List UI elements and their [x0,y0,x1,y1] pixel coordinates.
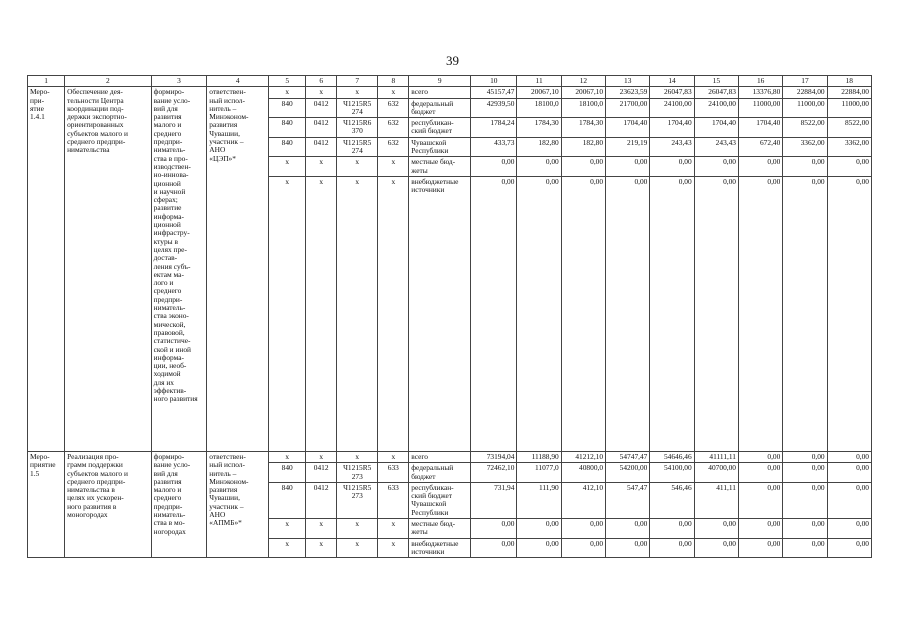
section-code-cell: x [306,176,337,451]
expense-type-cell: 632 [378,98,409,118]
target-code-cell: Ч1215R5 273 [337,482,378,518]
executor-cell: ответствен- ный испол- нитель – Минэконом- развития Чувашии, участник – АНО «ЦЭП»* [207,87,269,452]
target-code-cell: x [337,87,378,98]
expense-type-cell: 633 [378,482,409,518]
funding-source-cell: республикан- ский бюджет [409,118,471,138]
target-code-cell: Ч1215R5 274 [337,98,378,118]
amount-cell: 433,73 [471,137,517,157]
amount-cell: 73194,04 [471,451,517,462]
amount-cell: 3362,00 [783,137,827,157]
amount-cell: 0,00 [739,482,783,518]
grbs-code-cell: 840 [269,137,306,157]
column-header: 4 [207,76,269,87]
amount-cell: 219,19 [606,137,650,157]
expense-type-cell: x [378,519,409,539]
amount-cell: 11000,00 [739,98,783,118]
event-title-cell: Реализация про- грамм поддержки субъектов малого и среднего предпри- нимательства в целях их ускорен- ного развития в моногородах [65,451,152,557]
grbs-code-cell: 840 [269,118,306,138]
grbs-code-cell: x [269,519,306,539]
amount-cell: 18100,0 [517,98,561,118]
expense-type-cell: x [378,176,409,451]
target-code-cell: x [337,519,378,539]
amount-cell: 40800,0 [561,463,605,483]
amount-cell: 20067,10 [561,87,605,98]
amount-cell: 0,00 [650,157,694,177]
column-header: 9 [409,76,471,87]
grbs-code-cell: 840 [269,98,306,118]
amount-cell: 731,94 [471,482,517,518]
amount-cell: 0,00 [561,176,605,451]
amount-cell: 72462,10 [471,463,517,483]
page-number: 39 [446,53,459,68]
amount-cell: 0,00 [827,451,871,462]
amount-cell: 0,00 [783,463,827,483]
section-code-cell: x [306,157,337,177]
amount-cell: 182,80 [517,137,561,157]
amount-cell: 13376,80 [739,87,783,98]
amount-cell: 1704,40 [606,118,650,138]
funding-source-cell: федеральный бюджет [409,463,471,483]
amount-cell: 0,00 [517,157,561,177]
amount-cell: 11188,90 [517,451,561,462]
target-code-cell: Ч1215R6 370 [337,118,378,138]
expense-type-cell: x [378,538,409,558]
amount-cell: 547,47 [606,482,650,518]
table-row [28,451,872,462]
column-header: 8 [378,76,409,87]
amount-cell: 11000,00 [783,98,827,118]
funding-source-cell: Чувашской Республики [409,137,471,157]
table-body [28,87,872,558]
amount-cell: 243,43 [694,137,738,157]
column-header: 7 [337,76,378,87]
amount-cell: 0,00 [783,176,827,451]
funding-source-cell: всего [409,451,471,462]
amount-cell: 0,00 [471,519,517,539]
amount-cell: 0,00 [694,538,738,558]
funding-source-cell: внебюджетные источники [409,176,471,451]
amount-cell: 54646,46 [650,451,694,462]
column-header: 17 [783,76,827,87]
column-header: 12 [561,76,605,87]
section-code-cell: 0412 [306,463,337,483]
expense-type-cell: x [378,87,409,98]
amount-cell: 0,00 [694,176,738,451]
amount-cell: 20067,10 [517,87,561,98]
amount-cell: 26047,83 [650,87,694,98]
funding-source-cell: федеральный бюджет [409,98,471,118]
amount-cell: 0,00 [694,519,738,539]
column-header: 14 [650,76,694,87]
grbs-code-cell: x [269,157,306,177]
column-header: 5 [269,76,306,87]
target-code-cell: Ч1215R5 273 [337,463,378,483]
column-header: 18 [827,76,871,87]
funding-source-cell: внебюджетные источники [409,538,471,558]
amount-cell: 0,00 [694,157,738,177]
amount-cell: 54100,00 [650,463,694,483]
event-goal-cell: формиро- вание усло- вий для развития малого и среднего предпри- ниматель- ства в мо- ногородах [151,451,207,557]
amount-cell: 1784,24 [471,118,517,138]
amount-cell: 0,00 [739,157,783,177]
section-code-cell: x [306,451,337,462]
section-code-cell: 0412 [306,98,337,118]
section-code-cell: 0412 [306,137,337,157]
expense-type-cell: x [378,157,409,177]
event-number-cell: Меро- при- ятие 1.4.1 [28,87,65,452]
amount-cell: 0,00 [606,157,650,177]
amount-cell: 40700,00 [694,463,738,483]
amount-cell: 41111,11 [694,451,738,462]
amount-cell: 18100,0 [561,98,605,118]
amount-cell: 1784,30 [517,118,561,138]
amount-cell: 0,00 [471,176,517,451]
column-header: 6 [306,76,337,87]
amount-cell: 26047,83 [694,87,738,98]
amount-cell: 11077,0 [517,463,561,483]
amount-cell: 0,00 [561,157,605,177]
amount-cell: 0,00 [783,482,827,518]
target-code-cell: x [337,176,378,451]
amount-cell: 0,00 [783,519,827,539]
table-row [28,87,872,98]
grbs-code-cell: x [269,538,306,558]
grbs-code-cell: x [269,451,306,462]
amount-cell: 23623,59 [606,87,650,98]
target-code-cell: Ч1215R5 274 [337,137,378,157]
amount-cell: 0,00 [827,176,871,451]
amount-cell: 8522,00 [827,118,871,138]
amount-cell: 0,00 [739,538,783,558]
amount-cell: 22884,00 [827,87,871,98]
amount-cell: 0,00 [517,519,561,539]
funding-source-cell: всего [409,87,471,98]
event-title-cell: Обеспечение дея- тельности Центра координации под- держки экспортно- ориентированных субъектов малого и среднего предпри- нимательства [65,87,152,452]
amount-cell: 0,00 [783,451,827,462]
amount-cell: 21700,00 [606,98,650,118]
amount-cell: 0,00 [783,538,827,558]
amount-cell: 412,10 [561,482,605,518]
expense-type-cell: 633 [378,463,409,483]
amount-cell: 22884,00 [783,87,827,98]
section-code-cell: x [306,87,337,98]
amount-cell: 0,00 [739,519,783,539]
event-number-cell: Меро- приятие 1.5 [28,451,65,557]
amount-cell: 411,11 [694,482,738,518]
amount-cell: 54200,00 [606,463,650,483]
amount-cell: 0,00 [606,176,650,451]
target-code-cell: x [337,451,378,462]
section-code-cell: x [306,519,337,539]
amount-cell: 0,00 [606,519,650,539]
amount-cell: 24100,00 [694,98,738,118]
event-goal-cell: формиро- вание усло- вий для развития малого и среднего предпри- ниматель- ства в про- изводствен- но-иннова- ционной и научной сферах; развитие информа- ционной инфрастру- ктуры в целях пре- достав- ления субъ- ектам ма- лого и среднего предпри- ниматель- ства эконо- мической, правовой, статистиче- ской и иной информа- ции, необ- ходимой для их эффектив- ного развития [151,87,207,452]
amount-cell: 42939,50 [471,98,517,118]
expense-type-cell: 632 [378,137,409,157]
amount-cell: 0,00 [517,176,561,451]
amount-cell: 1704,40 [650,118,694,138]
section-code-cell: 0412 [306,482,337,518]
column-header: 10 [471,76,517,87]
amount-cell: 0,00 [827,463,871,483]
expense-type-cell: 632 [378,118,409,138]
amount-cell: 243,43 [650,137,694,157]
grbs-code-cell: x [269,176,306,451]
amount-cell: 0,00 [471,157,517,177]
program-table [27,75,872,558]
column-header: 13 [606,76,650,87]
expense-type-cell: x [378,451,409,462]
amount-cell: 0,00 [606,538,650,558]
amount-cell: 672,40 [739,137,783,157]
section-code-cell: 0412 [306,118,337,138]
grbs-code-cell: 840 [269,482,306,518]
amount-cell: 0,00 [650,176,694,451]
amount-cell: 0,00 [561,538,605,558]
amount-cell: 0,00 [517,538,561,558]
section-code-cell: x [306,538,337,558]
grbs-code-cell: x [269,87,306,98]
column-header: 16 [739,76,783,87]
amount-cell: 0,00 [650,519,694,539]
column-header: 1 [28,76,65,87]
amount-cell: 54747,47 [606,451,650,462]
amount-cell: 0,00 [561,519,605,539]
column-header: 11 [517,76,561,87]
funding-source-cell: местные бюд- жеты [409,519,471,539]
amount-cell: 8522,00 [783,118,827,138]
amount-cell: 0,00 [783,157,827,177]
amount-cell: 0,00 [471,538,517,558]
table-header [28,76,872,87]
target-code-cell: x [337,157,378,177]
amount-cell: 0,00 [827,538,871,558]
amount-cell: 3362,00 [827,137,871,157]
amount-cell: 45157,47 [471,87,517,98]
funding-source-cell: республикан- ский бюджет Чувашской Республики [409,482,471,518]
amount-cell: 546,46 [650,482,694,518]
amount-cell: 1784,30 [561,118,605,138]
amount-cell: 0,00 [827,482,871,518]
funding-source-cell: местные бюд- жеты [409,157,471,177]
column-header: 15 [694,76,738,87]
amount-cell: 24100,00 [650,98,694,118]
amount-cell: 11000,00 [827,98,871,118]
amount-cell: 0,00 [827,157,871,177]
amount-cell: 0,00 [739,176,783,451]
executor-cell: ответствен- ный испол- нитель – Минэконом- развития Чувашии, участник – АНО «АПМБ»* [207,451,269,557]
amount-cell: 182,80 [561,137,605,157]
amount-cell: 0,00 [827,519,871,539]
amount-cell: 111,90 [517,482,561,518]
target-code-cell: x [337,538,378,558]
amount-cell: 1704,40 [694,118,738,138]
amount-cell: 0,00 [739,451,783,462]
column-header: 3 [151,76,207,87]
amount-cell: 0,00 [650,538,694,558]
amount-cell: 41212,10 [561,451,605,462]
amount-cell: 0,00 [739,463,783,483]
column-header: 2 [65,76,152,87]
amount-cell: 1704,40 [739,118,783,138]
grbs-code-cell: 840 [269,463,306,483]
